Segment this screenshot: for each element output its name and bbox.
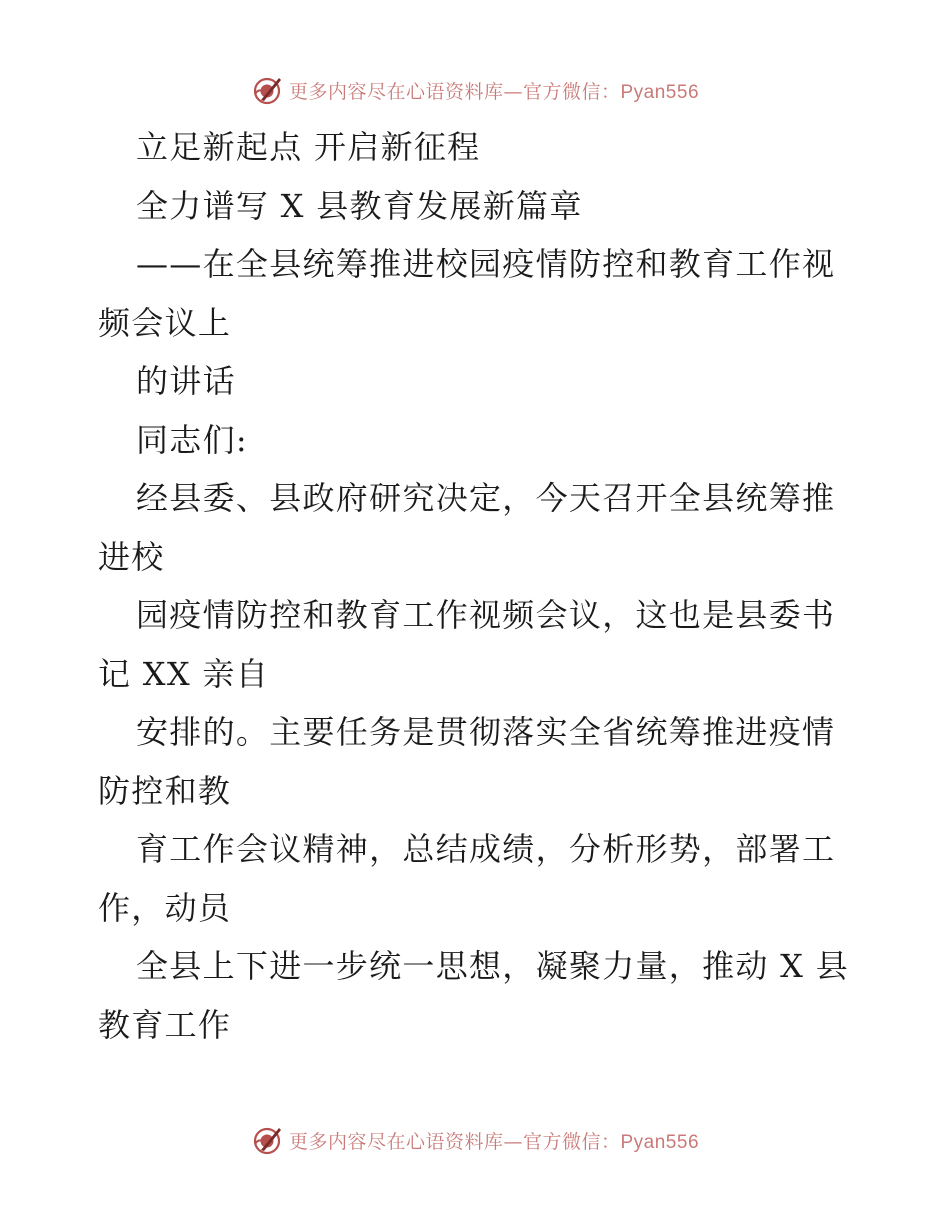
text-line: ——在全县统筹推进校园疫情防控和教育工作视 — [136, 245, 836, 283]
banner-text-cn: 更多内容尽在心语资料库—官方微信： — [288, 1130, 621, 1153]
banner-wechat-id: Pyan556 — [620, 1131, 700, 1153]
text-line: 教育工作 — [98, 1005, 232, 1044]
text-line: 育工作会议精神，总结成绩，分析形势，部署工 — [136, 830, 836, 868]
banner-wechat-id: Pyan556 — [620, 81, 700, 103]
text-line: 频会议上 — [98, 303, 232, 342]
text-line: 经县委、县政府研究决定，今天召开全县统筹推 — [136, 479, 836, 517]
footer-banner — [0, 1120, 950, 1160]
banner-text-cn: 更多内容尽在心语资料库—官方微信： — [288, 80, 621, 103]
text-line: 记 XX 亲自 — [98, 654, 270, 693]
text-line: 进校 — [98, 537, 165, 576]
text-line: 立足新起点 开启新征程 — [136, 128, 481, 166]
quill-seal-icon — [251, 1124, 283, 1156]
text-line: 全县上下进一步统一思想，凝聚力量，推动 X 县 — [136, 947, 850, 985]
quill-seal-icon — [251, 74, 283, 106]
banner-text — [289, 1127, 699, 1154]
text-line: 园疫情防控和教育工作视频会议，这也是县委书 — [136, 596, 836, 634]
document-body — [98, 118, 858, 1054]
text-line: 全力谱写 X 县教育发展新篇章 — [136, 186, 583, 225]
text-line: 作，动员 — [98, 888, 232, 927]
text-line: 同志们: — [136, 420, 248, 459]
banner-text — [289, 77, 699, 104]
text-line: 的讲话 — [136, 362, 236, 400]
text-line: 防控和教 — [98, 771, 232, 810]
text-line: 安排的。主要任务是贯彻落实全省统筹推进疫情 — [136, 713, 836, 751]
header-banner — [0, 70, 950, 110]
